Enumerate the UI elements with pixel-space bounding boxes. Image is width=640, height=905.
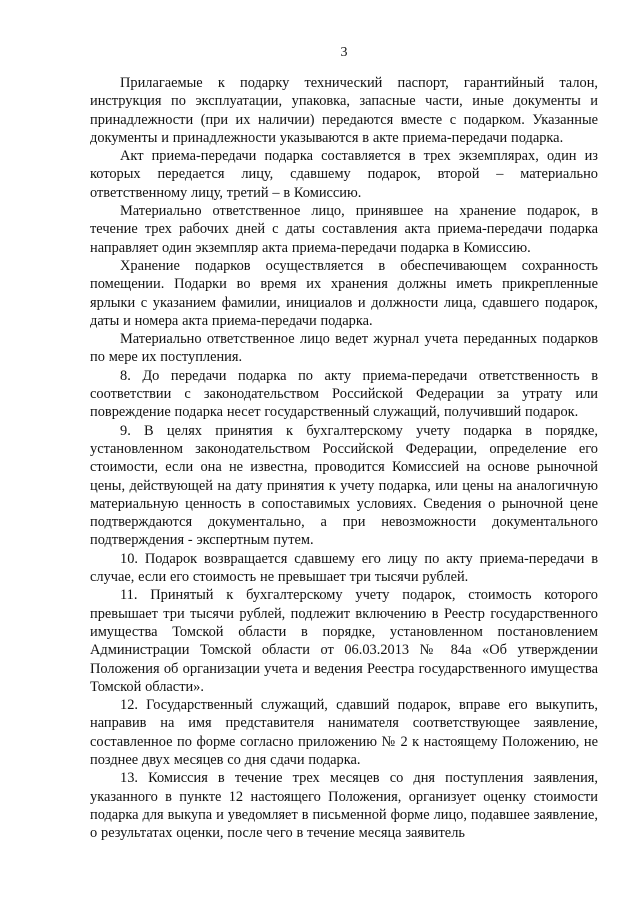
paragraph-storage: Хранение подарков осуществляется в обеспечивающем сохранность помещении. Подарки во время их хранения должны иметь прикрепленные ярлыки с указанием фамилии, инициалов и должности лица, сдавшего подарок, даты и номера акта приема-передачи подарка. <box>90 257 598 329</box>
paragraph-journal: Материально ответственное лицо ведет журнал учета переданных подарков по мере их поступления. <box>90 331 598 366</box>
paragraph-act-copies: Акт приема-передачи подарка составляется в трех экземплярах, один из которых передается лицу, сдавшему подарок, второй – материально ответственному лицу, третий – в Комиссию. <box>90 148 598 201</box>
paragraph-item-13: 13. Комиссия в течение трех месяцев со дня поступления заявления, указанного в пункте 12 настоящего Положения, организует оценку стоимости подарка для выкупа и уведомляет в письменной форме лицо, подавшее заявление, о результатах оценки, после чего в течение месяца заявитель <box>90 770 598 842</box>
page-number: 3 <box>340 45 348 60</box>
paragraph-responsible-person: Материально ответственное лицо, принявшее на хранение подарок, в течение трех рабочих дней с даты составления акта приема-передачи подарка направляет один экземпляр акта приема-передачи подарка в Комиссию. <box>90 203 598 256</box>
body-text <box>90 74 598 842</box>
paragraph-item-9: 9. В целях принятия к бухгалтерскому учету подарка в порядке, установленном законодательством Российской Федерации, определение его стоимости, если она не известна, проводится Комиссией на основе рыночной цены, действующей на дату принятия к учету подарка, или цены на аналогичную материальную ценность в сопоставимых условиях. Сведения о рыночной цене подтверждаются документально, а при невозможности документального подтверждения - экспертным путем. <box>90 422 598 549</box>
paragraph-item-8: 8. До передачи подарка по акту приема-передачи ответственность в соответствии с законодательством Российской Федерации за утрату или повреждение подарка несет государственный служащий, получивший подарок. <box>90 367 598 421</box>
paragraph-accessories: Прилагаемые к подарку технический паспорт, гарантийный талон, инструкция по эксплуатации, упаковка, запасные части, иные документы и принадлежности (при их наличии) передаются вместе с подарком. Указанные документы и принадлежности указываются в акте приема-передачи подарка. <box>90 75 598 146</box>
paragraph-item-10: 10. Подарок возвращается сдавшему его лицу по акту приема-передачи в случае, если его стоимость не превышает три тысячи рублей. <box>90 550 598 586</box>
paragraph-item-11: 11. Принятый к бухгалтерскому учету подарок, стоимость которого превышает три тысячи рублей, подлежит включению в Реестр государственного имущества Томской области в порядке, установленном постановлением Администрации Томской области от 06.03.2013 № 84а «Об утверждении Положения об организации учета и ведения Реестра государственного имущества Томской области». <box>90 587 598 695</box>
paragraph-item-12: 12. Государственный служащий, сдавший подарок, вправе его выкупить, направив на имя представителя нанимателя соответствующее заявление, составленное по форме согласно приложению № 2 к настоящему Положению, не позднее двух месяцев со дня сдачи подарка. <box>90 697 598 768</box>
